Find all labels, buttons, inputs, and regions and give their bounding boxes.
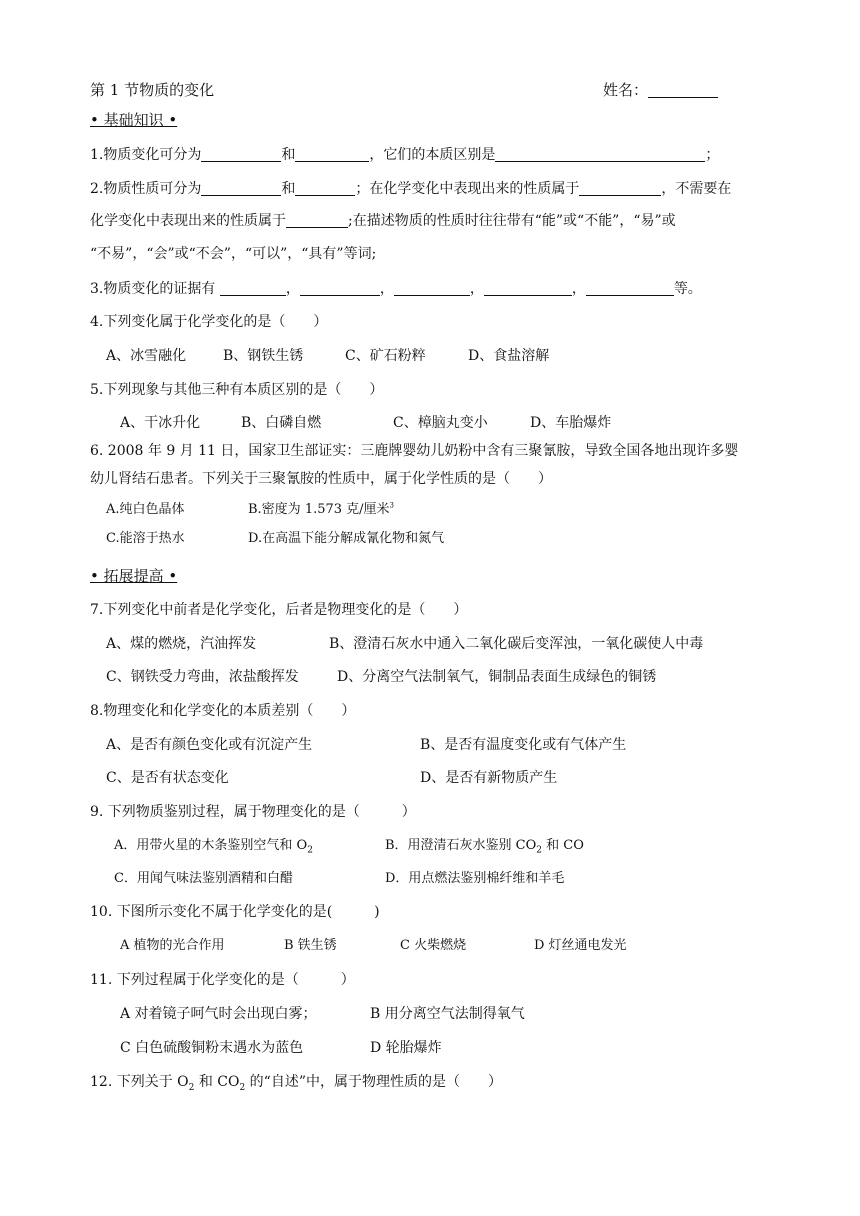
q12-subscript-1: 2 <box>188 1082 195 1093</box>
q11-option-c[interactable]: C 白色硫酸铜粉末遇水为蓝色 <box>120 1040 304 1056</box>
q2-text-c: ；在化学变化中表现出来的性质属于 <box>355 181 580 197</box>
q1-text-a: 1.物质变化可分为 <box>90 147 202 163</box>
question-6-line-2: 幼儿肾结石患者。下列关于三聚氰胺的性质中，属于化学性质的是（ ） <box>90 471 552 487</box>
q9-option-b[interactable] <box>385 837 584 855</box>
q3-blank-2[interactable] <box>300 281 380 296</box>
q6-option-b[interactable] <box>248 501 394 519</box>
q9-option-b-text: B．用澄清石灰水鉴别 CO <box>385 838 537 853</box>
q3-blank-3[interactable] <box>394 281 470 296</box>
q7-option-c[interactable]: C、钢铁受力弯曲，浓盐酸挥发 <box>106 669 299 685</box>
question-8-stem: 8.物理变化和化学变化的本质差别（ ） <box>90 703 356 719</box>
question-2-line-1 <box>90 180 731 198</box>
q3-blank-4[interactable] <box>484 281 572 296</box>
q2-blank-4[interactable] <box>286 213 348 228</box>
q2-text-b: 和 <box>281 181 296 197</box>
q9-option-a-text: A．用带火星的木条鉴别空气和 O <box>114 838 308 853</box>
q4-option-a[interactable]: A、冰雪融化 <box>106 348 187 364</box>
q2-text-a: 2.物质性质可分为 <box>90 181 202 197</box>
q5-option-d[interactable]: D、车胎爆炸 <box>530 415 612 431</box>
q6-option-c[interactable]: C.能溶于热水 <box>106 531 185 546</box>
q1-text-c: ，它们的本质区别是 <box>369 147 496 163</box>
q9-option-c[interactable]: C．用闻气味法鉴别酒精和白醋 <box>114 871 293 886</box>
q4-option-c[interactable]: C、矿石粉粹 <box>345 348 426 364</box>
question-3 <box>90 280 702 298</box>
question-7-stem: 7.下列变化中前者是化学变化，后者是物理变化的是（ ） <box>90 602 468 618</box>
question-9-stem: 9. 下列物质鉴别过程，属于物理变化的是（ ） <box>90 804 416 820</box>
question-6-line-1: 6. 2008 年 9 月 11 日，国家卫生部证实：三鹿牌婴幼儿奶粉中含有三聚氰胺，导致全国各地出现许多婴 <box>90 443 739 459</box>
q11-option-d[interactable]: D 轮胎爆炸 <box>370 1040 442 1056</box>
question-2-line-3: “不易”，“会”或“不会”，“可以”，“具有”等词; <box>90 246 377 262</box>
q12-text-b: 和 CO <box>194 1074 240 1090</box>
question-1 <box>90 146 719 164</box>
q4-option-b[interactable]: B、钢铁生锈 <box>223 348 304 364</box>
page-title: 第 1 节物质的变化 <box>90 81 215 99</box>
q2-blank-2[interactable] <box>295 181 355 196</box>
q10-option-a[interactable]: A 植物的光合作用 <box>120 938 225 953</box>
q5-option-c[interactable]: C、樟脑丸变小 <box>393 415 488 431</box>
q2-text-f: ;在描述物质的性质时往往带有“能”或“不能”，“易”或 <box>348 213 676 229</box>
question-4-stem: 4.下列变化属于化学变化的是（ ） <box>90 314 328 330</box>
q3-sep: ， <box>379 281 394 297</box>
q12-subscript-2: 2 <box>239 1082 246 1093</box>
q1-text-d: ； <box>705 147 720 163</box>
q4-option-d[interactable]: D、食盐溶解 <box>468 348 550 364</box>
q8-option-a[interactable]: A、是否有颜色变化或有沉淀产生 <box>106 737 313 753</box>
q9-option-b-text-end: 和 CO <box>542 838 584 853</box>
q10-option-d[interactable]: D 灯丝通电发光 <box>534 938 627 953</box>
q3-text-end: 等。 <box>673 281 702 297</box>
q12-text-c: 的“自述”中，属于物理性质的是（ ） <box>245 1074 502 1090</box>
q11-option-b[interactable]: B 用分离空气法制得氧气 <box>370 1006 525 1022</box>
q3-sep: ， <box>571 281 586 297</box>
q6-option-b-superscript: 3 <box>389 501 395 510</box>
name-label: 姓名： <box>603 81 649 99</box>
q8-option-b[interactable]: B、是否有温度变化或有气体产生 <box>420 737 627 753</box>
q2-text-d: ，不需要在 <box>661 181 732 197</box>
q7-option-b[interactable]: B、澄清石灰水中通入二氧化碳后变浑浊，一氧化碳使人中毒 <box>329 636 704 652</box>
q2-text-e: 化学变化中表现出来的性质属于 <box>90 213 286 229</box>
q12-text-a: 12. 下列关于 O <box>90 1074 189 1090</box>
q7-option-a[interactable]: A、煤的燃烧，汽油挥发 <box>106 636 257 652</box>
q8-option-c[interactable]: C、是否有状态变化 <box>106 770 229 786</box>
q3-sep: ， <box>469 281 484 297</box>
q2-blank-3[interactable] <box>579 181 661 196</box>
question-12-stem <box>90 1073 502 1091</box>
q6-option-d[interactable]: D.在高温下能分解成氰化物和氮气 <box>248 531 445 546</box>
question-10-stem: 10. 下图所示变化不属于化学变化的是( ) <box>90 904 380 920</box>
section-advanced: • 拓展提高 • <box>90 567 178 585</box>
q10-option-c[interactable]: C 火柴燃烧 <box>400 938 467 953</box>
q1-blank-1[interactable] <box>201 147 281 162</box>
q6-option-b-text: B.密度为 1.573 克/厘米 <box>248 502 390 517</box>
q7-option-d[interactable]: D、分离空气法制氧气，铜制品表面生成绿色的铜锈 <box>337 669 657 685</box>
q5-option-a[interactable]: A、干冰升化 <box>120 415 201 431</box>
name-field[interactable] <box>603 81 718 99</box>
q9-option-d[interactable]: D．用点燃法鉴别棉纤维和羊毛 <box>385 871 565 886</box>
q2-blank-1[interactable] <box>201 181 281 196</box>
q8-option-d[interactable]: D、是否有新物质产生 <box>420 770 558 786</box>
q10-option-b[interactable]: B 铁生锈 <box>284 938 337 953</box>
q3-sep: ， <box>285 281 300 297</box>
q11-option-a[interactable]: A 对着镜子呵气时会出现白雾； <box>120 1006 317 1022</box>
q5-option-b[interactable]: B、白磷自燃 <box>241 415 322 431</box>
question-2-line-2 <box>90 212 676 230</box>
q1-blank-2[interactable] <box>295 147 369 162</box>
name-blank[interactable] <box>648 83 718 98</box>
question-11-stem: 11. 下列过程属于化学变化的是（ ） <box>90 972 355 988</box>
q9-option-b-subscript: 2 <box>536 845 543 856</box>
question-5-stem: 5.下列现象与其他三种有本质区别的是（ ） <box>90 382 384 398</box>
q9-option-a-subscript: 2 <box>307 845 313 856</box>
section-basic: • 基础知识 • <box>90 111 178 129</box>
q1-blank-3[interactable] <box>495 147 705 162</box>
q3-blank-1[interactable] <box>220 281 286 296</box>
q3-blank-5[interactable] <box>586 281 674 296</box>
q3-text-a: 3.物质变化的证据有 <box>90 281 216 297</box>
q1-text-b: 和 <box>281 147 296 163</box>
q6-option-a[interactable]: A.纯白色晶体 <box>106 502 185 517</box>
q9-option-a[interactable] <box>114 837 313 855</box>
